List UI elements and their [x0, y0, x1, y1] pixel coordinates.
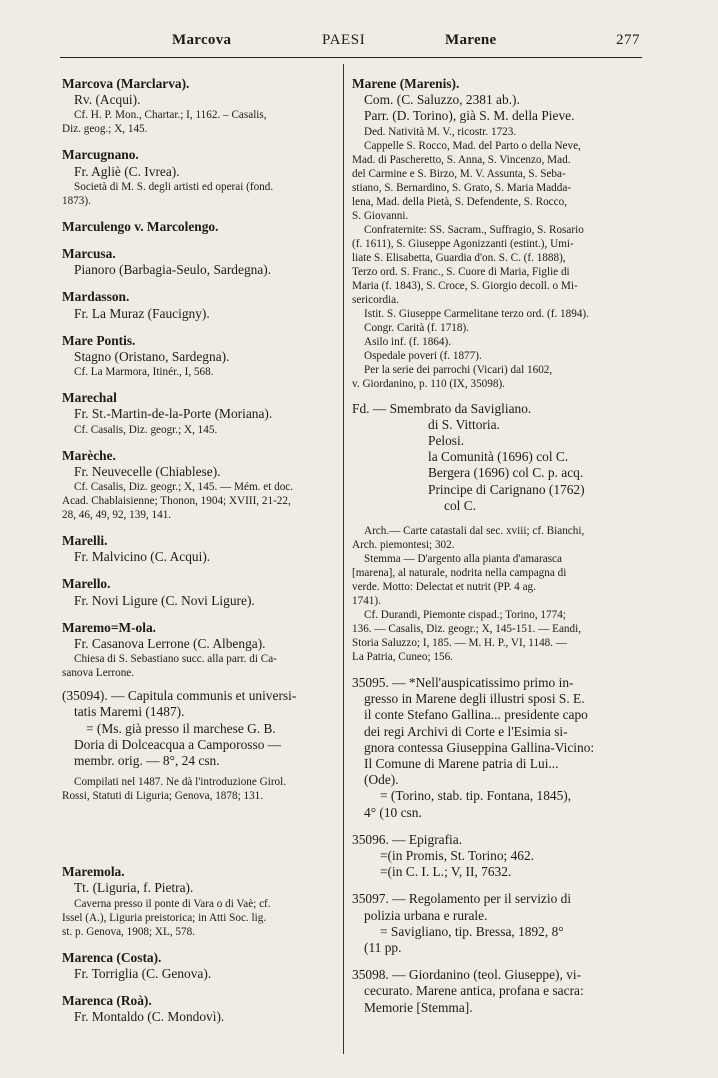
page-number: 277 [616, 32, 640, 48]
entry-note: Società di M. S. degli artisti ed operai (fond. [74, 180, 274, 193]
entry-note: Congr. Carità (f. 1718). [364, 321, 470, 334]
feudal-line: Fd. — Smembrato da Savigliano. [352, 400, 532, 416]
entry-mare-pontis [62, 333, 330, 379]
entry-note: Mad. di Pascheretto, S. Anna, S. Vincenzo, Mad. [352, 153, 571, 166]
bibliography-line: 35096. — Epigrafia. [352, 831, 463, 847]
header-rule [60, 57, 642, 58]
entry-note: S. Giovanni. [352, 209, 409, 222]
entry-note: del Carmine e S. Birzo, M. V. Assunta, S. Seba- [352, 167, 566, 180]
bibliography-line: 35098. — Giordanino (teol. Giuseppe), vi- [352, 967, 582, 983]
entry-note: Cf. Casalis, Diz. geogr.; X, 145. [74, 423, 218, 436]
bibliography-line: (11 pp. [364, 940, 402, 956]
feudal-line: Pelosi. [428, 433, 465, 449]
bibliography-item-35098 [352, 967, 642, 1016]
entry-note: 136. — Casalis, Diz. geogr.; X, 145-151. — Eandi, [352, 623, 582, 636]
bibliography-item-35097 [352, 891, 642, 956]
running-header [60, 32, 640, 56]
entry-marcusa [62, 246, 330, 278]
left-column [62, 76, 330, 1037]
bibliography-line: = (Ms. già presso il marchese G. B. [86, 720, 276, 736]
entry-title: Maremola. [62, 864, 125, 880]
feudal-line: la Comunità (1696) col C. [428, 449, 569, 465]
entry-title: Marculengo v. Marcolengo. [62, 218, 219, 234]
bibliography-line: =(in Promis, St. Torino; 462. [380, 848, 535, 864]
entry-note: Istit. S. Giuseppe Carmelitane terzo ord. (f. 1894). [364, 307, 589, 320]
bibliography-line: tatis Maremi (1487). [74, 704, 185, 720]
entry-note: (f. 1611), S. Giuseppe Agonizzanti (estint.), Umi- [352, 237, 574, 250]
entry-note: Storia Saluzzo; I, 185. — M. H. P., VI, 1148. — [352, 637, 568, 650]
entry-note: stiano, S. Bernardino, S. Grato, S. Maria Madda- [352, 181, 572, 194]
entry-note: Compilati nel 1487. Ne dà l'introduzione Girol. [74, 776, 287, 789]
entry-note: verde. Motto: Delectat et nutrit (PP. 4 ag. [352, 581, 536, 594]
bibliography-line: 35097. — Regolamento per il servizio di [352, 891, 572, 907]
entry-marelli [62, 533, 330, 565]
entry-note: Per la serie dei parrochi (Vicari) dal 1602, [364, 363, 553, 376]
entry-title: Marenca (Costa). [62, 949, 162, 965]
bibliography-line: (Ode). [364, 772, 399, 788]
bibliography-line: 4° (10 csn. [364, 804, 422, 820]
column-divider [343, 64, 344, 1054]
entry-line: Fr. Novi Ligure (C. Novi Ligure). [74, 592, 255, 608]
entry-line: Fr. Agliè (C. Ivrea). [74, 163, 180, 179]
bibliography-item-35094: (35094). — Capitula communis et universi- [62, 688, 297, 704]
entry-line: Fr. Torriglia (C. Genova). [74, 965, 212, 981]
entry-note: Asilo inf. (f. 1864). [364, 335, 452, 348]
entry-note: Maria (f. 1843), S. Croce, S. Giorgio decoll. o Mi- [352, 279, 578, 292]
entry-note: Terzo ord. S. Franc., S. Cuore di Maria, Figlie di [352, 265, 570, 278]
entry-note: Ospedale poveri (f. 1877). [364, 349, 482, 362]
entry-line: Pianoro (Barbagia-Seulo, Sardegna). [74, 262, 272, 278]
entry-title: Marello. [62, 576, 111, 592]
entry-note: Confraternite: SS. Sacram., Suffragio, S. Rosario [364, 223, 584, 236]
entry-mardasson [62, 289, 330, 321]
entry-title: Marechal [62, 390, 117, 406]
entry-note: La Patria, Cuneo; 156. [352, 651, 453, 664]
entry-note: Stemma — D'argento alla pianta d'amarasca [364, 553, 562, 566]
entry-note: Acad. Chablaisienne; Thonon, 1904; XVIII, 21-22, [62, 495, 291, 508]
entry-line: Fr. La Muraz (Faucigny). [74, 305, 210, 321]
entry-marenca-costa [62, 950, 330, 982]
entry-title: Marcugnano. [62, 147, 139, 163]
entry-marello [62, 576, 330, 608]
entry-note: 28, 46, 49, 92, 139, 141. [62, 509, 172, 522]
entry-note: Arch.— Carte catastali dal sec. xviii; cf. Bianchi, [364, 525, 585, 538]
entry-note: lena, Mad. della Pietà, S. Defendente, S. Rocco, [352, 195, 567, 208]
entry-marenca-roa [62, 993, 330, 1025]
entry-note: Ded. Natività M. V., ricostr. 1723. [364, 125, 517, 138]
entry-title: Mardasson. [62, 289, 130, 305]
entry-note: [marena], al naturale, nodrita nella campagna di [352, 567, 567, 580]
header-left-word: Marcova [172, 32, 232, 48]
entry-note: Caverna presso il ponte di Vara o di Vaè; cf. [74, 897, 271, 910]
entry-title: Marenca (Roà). [62, 993, 152, 1009]
right-column [352, 76, 642, 1027]
header-right-word: Marene [445, 32, 497, 48]
entry-note: v. Giordanino, p. 110 (IX, 35098). [352, 377, 505, 390]
entry-note: Arch. piemontesi; 302. [352, 539, 455, 552]
entry-mareche [62, 448, 330, 522]
bibliography-line: polizia urbana e rurale. [364, 907, 488, 923]
entry-note: Cf. La Marmora, Itinér., I, 568. [74, 366, 214, 379]
bibliography-line: il conte Stefano Gallina... presidente capo [364, 707, 588, 723]
bibliography-line: = (Torino, stab. tip. Fontana, 1845), [380, 788, 572, 804]
bibliography-line: Il Comune di Marene patria di Lui... [364, 756, 559, 772]
entry-note: sericordia. [352, 293, 399, 306]
feudal-line: col C. [444, 497, 476, 513]
header-section: PAESI [322, 32, 366, 48]
bibliography-line: = Savigliano, tip. Bressa, 1892, 8° [380, 923, 564, 939]
entry-note: sanova Lerrone. [62, 667, 135, 680]
entry-line: Stagno (Oristano, Sardegna). [74, 349, 230, 365]
entry-title: Marcusa. [62, 246, 116, 262]
entry-note: liate S. Elisabetta, Guardia d'on. S. C. (f. 1888), [352, 251, 566, 264]
entry-line: Tt. (Liguria, f. Pietra). [74, 880, 194, 896]
entry-title: Marèche. [62, 447, 116, 463]
entry-note: Chiesa di S. Sebastiano succ. alla parr. di Ca- [74, 653, 277, 666]
entry-line: Rv. (Acqui). [74, 92, 141, 108]
bibliography-line: =(in C. I. L.; V, II, 7632. [380, 864, 512, 880]
entry-note: Cappelle S. Rocco, Mad. del Parto o della Neve, [364, 139, 581, 152]
entry-note: Cf. Durandi, Piemonte cispad.; Torino, 1774; [364, 609, 566, 622]
entry-line: Com. (C. Saluzzo, 2381 ab.). [364, 92, 520, 108]
entry-title: Marene (Marenis). [352, 76, 460, 91]
entry-maremola [62, 864, 330, 938]
entry-line: Fr. Neuvecelle (Chiablese). [74, 463, 221, 479]
entry-title: Mare Pontis. [62, 332, 136, 348]
entry-note: Cf. H. P. Mon., Chartar.; I, 1162. – Casalis, [74, 109, 267, 122]
bibliography-line: Memorie [Stemma]. [364, 999, 473, 1015]
bibliography-line: dei regi Archivi di Corte e l'Esimia si- [364, 723, 568, 739]
bibliography-line: gresso in Marene degli illustri sposi S. E. [364, 691, 585, 707]
entry-marcugnano [62, 147, 330, 207]
entry-maremo [62, 620, 330, 803]
bibliography-line: gnora contessa Giuseppina Gallina-Vicino: [364, 739, 595, 755]
bibliography-line: membr. orig. — 8°, 24 csn. [74, 753, 220, 769]
entry-note: Rossi, Statuti di Liguria; Genova, 1878; 131. [62, 790, 264, 803]
feudal-line: Principe di Carignano (1762) [428, 481, 585, 497]
entry-line: Fr. Casanova Lerrone (C. Albenga). [74, 636, 266, 652]
entry-line: Fr. Malvicino (C. Acqui). [74, 549, 211, 565]
entry-note: Issel (A.), Liguria preistorica; in Atti Soc. lig. [62, 911, 267, 924]
entry-line: Fr. Montaldo (C. Mondovì). [74, 1009, 225, 1025]
bibliography-line: cecurato. Marene antica, profana e sacra: [364, 983, 584, 999]
entry-note: 1873). [62, 194, 91, 207]
entry-line: Parr. (D. Torino), già S. M. della Pieve. [364, 108, 575, 124]
entry-note: Diz. geog.; X, 145. [62, 123, 148, 136]
entry-marcova [62, 76, 330, 136]
feudal-line: Bergera (1696) col C. p. acq. [428, 465, 584, 481]
entry-note: st. p. Genova, 1908; XL, 578. [62, 925, 195, 938]
entry-note: 1741). [352, 595, 381, 608]
entry-marene [352, 76, 642, 664]
feudal-line: di S. Vittoria. [428, 416, 500, 432]
entry-note: Cf. Casalis, Diz. geogr.; X, 145. — Mém. et doc. [74, 481, 294, 494]
bibliography-item-35095 [352, 675, 642, 821]
bibliography-line: Doria di Dolceacqua a Camporosso — [74, 736, 282, 752]
entry-title: Marcova (Marclarva). [62, 76, 190, 91]
bibliography-line: 35095. — *Nell'auspicatissimo primo in- [352, 675, 574, 691]
entry-title: Maremo=M-ola. [62, 619, 157, 635]
entry-line: Fr. St.-Martin-de-la-Porte (Moriana). [74, 406, 273, 422]
entry-marculengo [62, 219, 330, 235]
entry-marechal [62, 390, 330, 436]
entry-title: Marelli. [62, 533, 108, 549]
bibliography-item-35096 [352, 832, 642, 881]
